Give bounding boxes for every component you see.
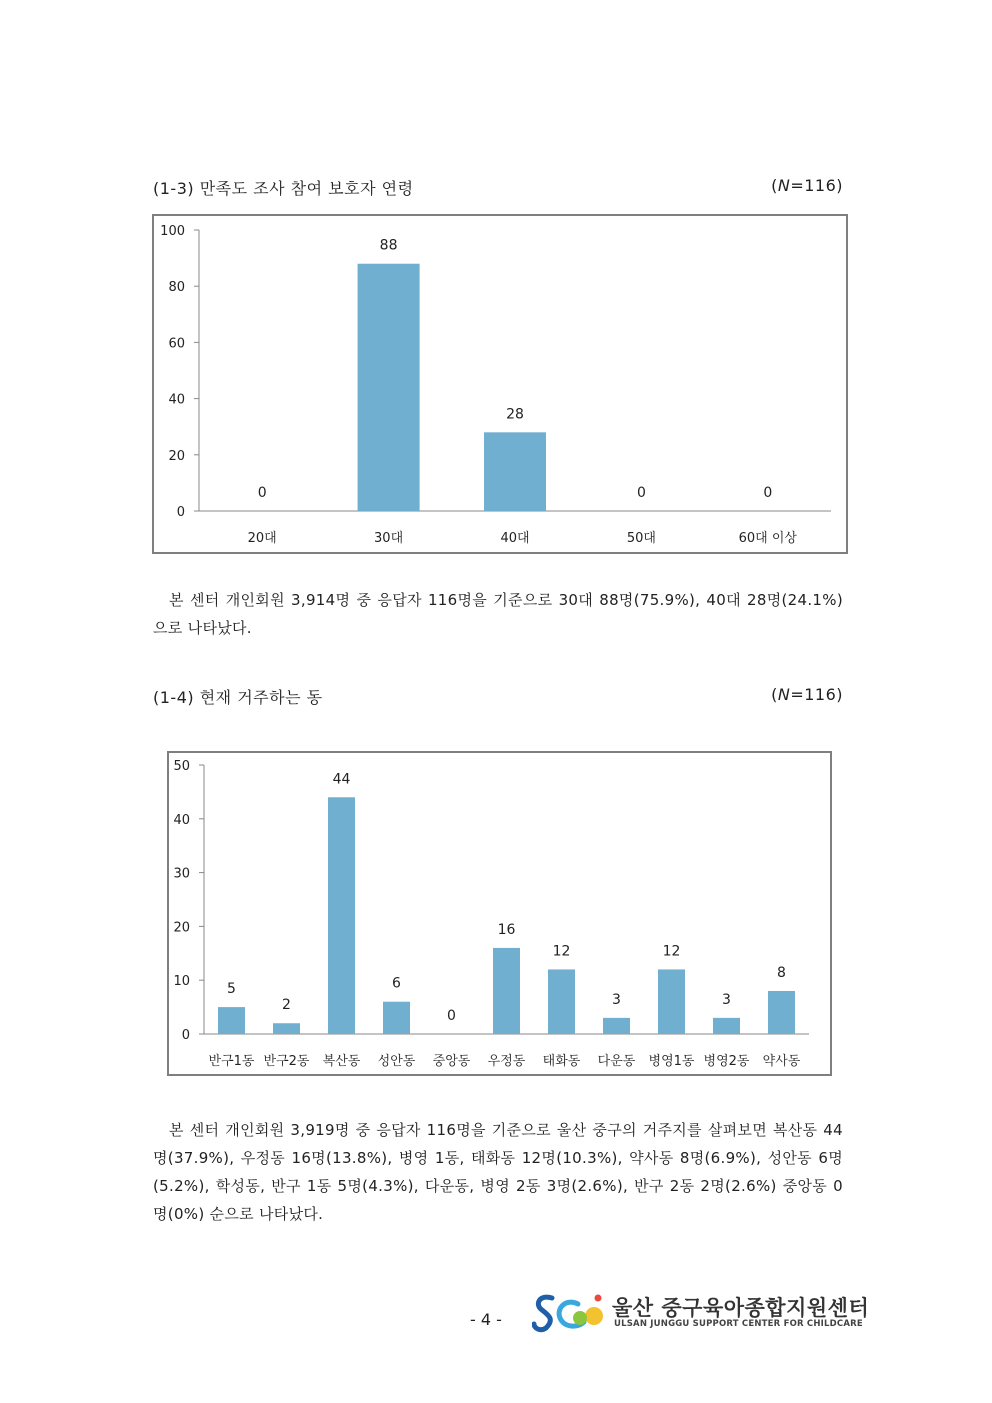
page-number: - 4 - (470, 1310, 502, 1329)
page-footer (0, 1288, 992, 1338)
bar (713, 1018, 740, 1034)
data-label: 3 (612, 991, 621, 1008)
data-label: 0 (447, 1008, 456, 1024)
sample-size-label: (N=116) (771, 685, 843, 704)
data-label: 3 (722, 991, 731, 1008)
x-tick-label: 반구2동 (263, 1054, 310, 1069)
x-tick-label: 60대 이상 (738, 531, 797, 546)
bar (548, 969, 575, 1034)
data-label: 5 (227, 981, 236, 998)
district-bar-chart (167, 751, 832, 1076)
data-label: 0 (257, 485, 267, 501)
data-label: 16 (497, 921, 516, 938)
data-label: 44 (332, 771, 351, 788)
x-tick-label: 복산동 (322, 1054, 361, 1069)
y-tick-label: 40 (173, 812, 190, 828)
data-label: 8 (777, 964, 786, 981)
x-tick-label: 다운동 (597, 1054, 636, 1069)
bar (603, 1018, 630, 1034)
y-tick-label: 20 (173, 920, 190, 936)
bar (493, 948, 520, 1034)
x-tick-label: 반구1동 (208, 1054, 255, 1069)
data-label: 6 (392, 975, 401, 992)
paragraph-district-summary: 본 센터 개인회원 3,919명 중 응답자 116명을 기준으로 울산 중구의 거주지를 살펴보면 복산동 44명(37.9%), 우정동 16명(13.8%), 병영 1동, 태화동 12명(10.3%), 약사동 8명(6.9%), 성안동 6명(5.2%), 학성동, 반구 1동 5명(4.3%), 다운동, 병영 2동 3명(2.6%), 반구 2동 2명(2.6%) 중앙동 0명(0%) 순으로 나타났다. (153, 1121, 843, 1223)
y-tick-label: 40 (168, 392, 185, 408)
y-tick-label: 60 (168, 336, 185, 352)
bar (658, 969, 685, 1034)
y-tick-label: 30 (173, 866, 190, 882)
y-tick-label: 0 (181, 1028, 190, 1043)
data-label: 12 (662, 943, 681, 960)
bar (383, 1002, 410, 1034)
paragraph-age-summary: 본 센터 개인회원 3,914명 중 응답자 116명을 기준으로 30대 88명(75.9%), 40대 28명(24.1%)으로 나타났다. (153, 591, 843, 637)
data-label: 0 (763, 485, 773, 501)
x-tick-label: 약사동 (762, 1054, 801, 1069)
x-tick-label: 병영2동 (703, 1054, 750, 1069)
org-name-english: ULSAN JUNGGU SUPPORT CENTER FOR CHILDCARE (614, 1319, 863, 1329)
x-tick-label: 40대 (500, 531, 530, 546)
age-bar-chart-svg (154, 216, 846, 552)
x-tick-label: 우정동 (487, 1054, 526, 1069)
x-tick-label: 20대 (247, 531, 277, 546)
bar (768, 991, 795, 1034)
age-bar-chart (152, 214, 848, 554)
section-caption-district (153, 685, 843, 708)
bar (358, 264, 420, 511)
x-tick-label: 병영1동 (648, 1054, 695, 1069)
x-tick-label: 30대 (374, 531, 404, 546)
y-tick-label: 0 (176, 505, 185, 520)
y-tick-label: 80 (168, 280, 185, 296)
org-name-korean: 울산 중구육아종합지원센터 (612, 1296, 870, 1320)
bar (484, 432, 546, 511)
data-label: 0 (636, 485, 646, 501)
section-title: (1-3) 만족도 조사 참여 보호자 연령 (153, 179, 414, 198)
bar (328, 797, 355, 1034)
sci-logo-icon (532, 1290, 610, 1334)
x-tick-label: 50대 (626, 531, 656, 546)
data-label: 2 (282, 997, 291, 1014)
y-tick-label: 50 (173, 759, 190, 774)
y-tick-label: 20 (168, 448, 185, 464)
data-label: 28 (506, 406, 524, 423)
y-tick-label: 100 (160, 224, 185, 239)
x-tick-label: 중앙동 (432, 1054, 471, 1069)
data-label: 12 (552, 943, 571, 960)
district-bar-chart-svg (169, 753, 830, 1074)
bar (218, 1007, 245, 1034)
sample-size-label: (N=116) (771, 176, 843, 195)
section-caption-age (153, 176, 843, 199)
data-label: 88 (379, 237, 398, 254)
x-tick-label: 태화동 (542, 1054, 581, 1069)
y-tick-label: 10 (173, 974, 190, 990)
section-title: (1-4) 현재 거주하는 동 (153, 688, 323, 707)
x-tick-label: 성안동 (377, 1054, 416, 1069)
bar (273, 1023, 300, 1034)
